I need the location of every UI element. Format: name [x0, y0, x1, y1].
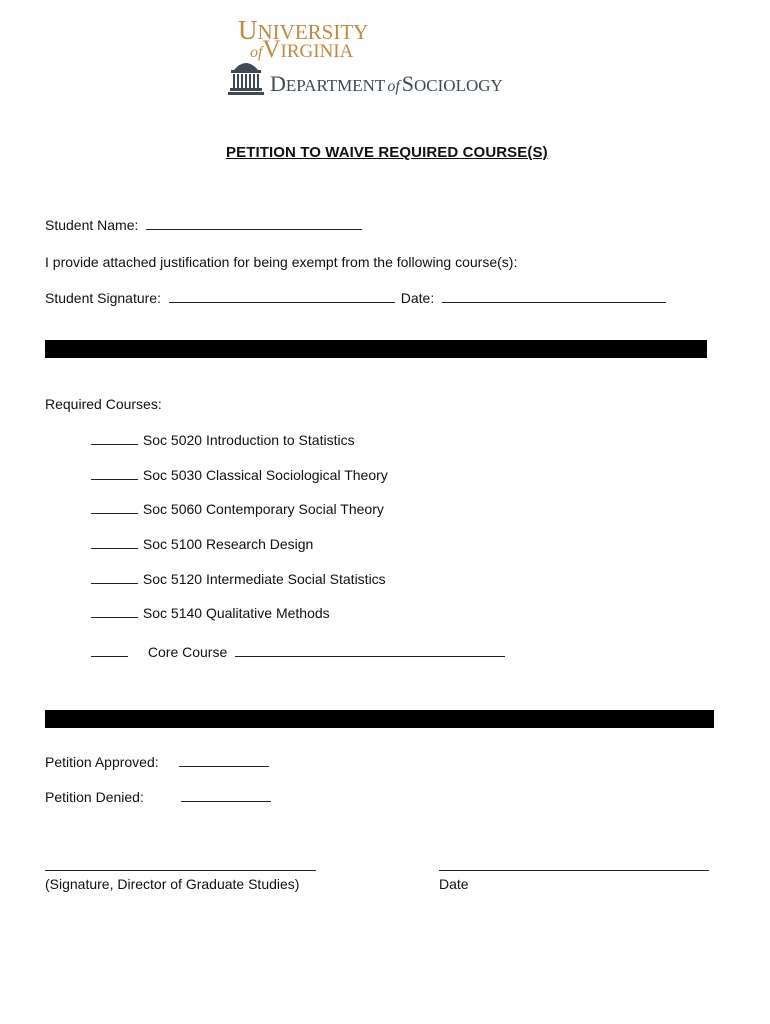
student-name-label: Student Name: [45, 217, 139, 233]
core-course-label: Core Course [147, 644, 228, 660]
director-signature-label: (Signature, Director of Graduate Studies) [45, 876, 300, 892]
course-check-field[interactable] [91, 465, 138, 480]
department-wordmark [270, 72, 503, 99]
petition-denied-label: Petition Denied: [45, 789, 144, 805]
course-label: Soc 5020 Introduction to Statistics [142, 432, 355, 448]
course-check-field[interactable] [91, 534, 138, 549]
univ-cap-v: V [262, 36, 281, 63]
student-name-field[interactable] [146, 215, 362, 230]
director-signature-line[interactable] [45, 870, 316, 871]
student-signature-label: Student Signature: [45, 290, 161, 306]
director-date-label: Date [439, 876, 469, 892]
course-label: Soc 5140 Qualitative Methods [142, 605, 330, 621]
petition-approved-row [45, 752, 269, 771]
course-check-field[interactable] [91, 499, 138, 514]
course-check-field[interactable] [91, 569, 138, 584]
virginia-wordmark [250, 38, 353, 65]
section-divider-bar [45, 340, 707, 358]
course-item [91, 534, 313, 553]
core-course-item [91, 642, 505, 661]
course-item [91, 465, 388, 484]
univ-rest: NIVERSITY [257, 20, 369, 44]
core-course-name-field[interactable] [235, 642, 505, 657]
petition-denied-field[interactable] [181, 787, 271, 802]
course-label: Soc 5030 Classical Sociological Theory [142, 467, 388, 483]
justification-text: I provide attached justification for being exempt from the following course(s): [45, 254, 518, 270]
dept-cap-d: D [270, 71, 286, 96]
student-date-label: Date: [400, 290, 435, 306]
course-item [91, 569, 386, 588]
petition-approved-label: Petition Approved: [45, 754, 159, 770]
dept-rest: EPARTMENT [285, 76, 386, 95]
logo [226, 16, 526, 100]
student-signature-field[interactable] [169, 288, 395, 303]
soc-rest: OCIOLOGY [414, 76, 503, 95]
course-item [91, 499, 384, 518]
petition-denied-row [45, 787, 271, 806]
required-courses-heading: Required Courses: [45, 396, 162, 412]
course-label: Soc 5100 Research Design [142, 536, 314, 552]
student-signature-row [45, 288, 666, 307]
univ-cap-u: U [238, 15, 258, 45]
course-item [91, 603, 330, 622]
course-check-field[interactable] [91, 603, 138, 618]
director-date-line[interactable] [439, 870, 709, 871]
course-label: Soc 5120 Intermediate Social Statistics [142, 571, 386, 587]
soc-cap-s: S [401, 71, 415, 96]
course-label: Soc 5060 Contemporary Social Theory [142, 501, 384, 517]
petition-approved-field[interactable] [179, 752, 269, 767]
course-item [91, 430, 355, 449]
virginia-rest: IRGINIA [280, 41, 354, 62]
dept-of: of [387, 78, 400, 95]
student-date-field[interactable] [442, 288, 666, 303]
page-title: PETITION TO WAIVE REQUIRED COURSE(S) [226, 144, 548, 161]
course-check-field[interactable] [91, 430, 138, 445]
core-course-check-field[interactable] [91, 642, 128, 657]
rotunda-icon [228, 56, 264, 96]
univ-of: of [250, 44, 263, 61]
student-name-row [45, 215, 362, 234]
section-divider-bar [45, 710, 714, 728]
